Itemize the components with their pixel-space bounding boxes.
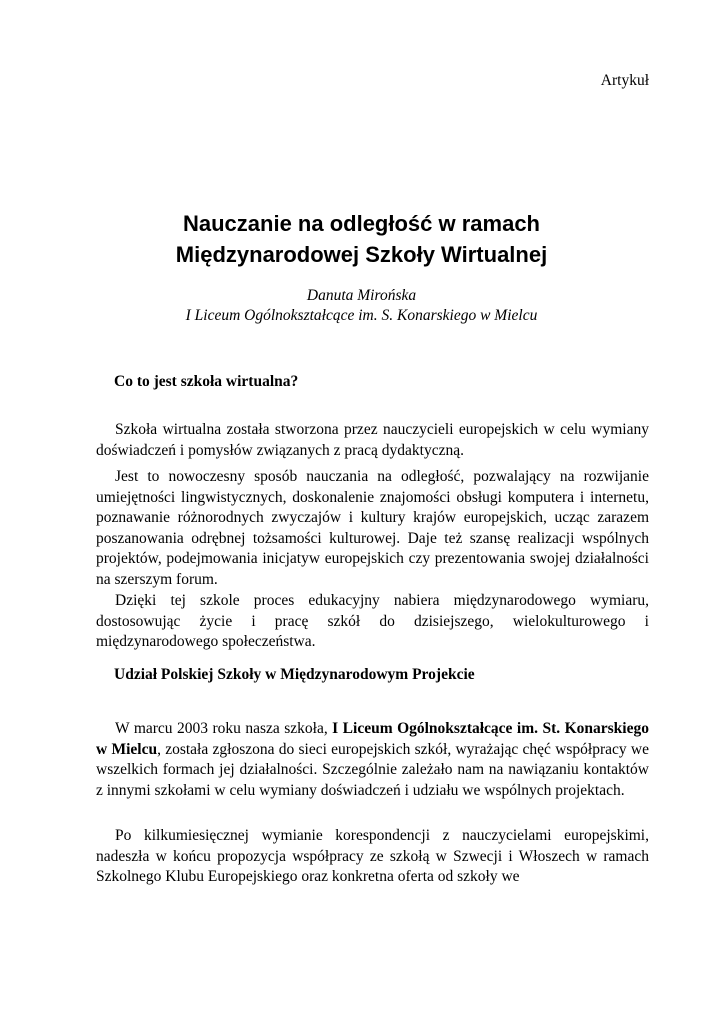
section-heading-1: Co to jest szkoła wirtualna? [114, 373, 299, 390]
paragraph-3 [96, 591, 649, 653]
paragraph-5-text: Po kilkumiesięcznej wymianie korespondencji z nauczycielami europejskimi, nadeszła w końcu propozycja współpracy ze szkołą w Szwecji i Włoszech w ramach Szkolnego Klubu Europejskiego oraz konkretna oferta od szkoły we [96, 827, 649, 885]
paragraph-2-text: Jest to nowoczesny sposób nauczania na odległość, pozwalający na rozwijanie umiejętności lingwistycznych, doskonalenie znajomości obsługi komputera i internetu, poznawanie różnorodnych zwyczajów i kultury krajów europejskich, ucząc zarazem poszanowania odrębnej tożsamości kulturowej. Daje też szansę realizacji wspólnych projektów, podejmowania inicjatyw europejskich czy prezentowania swojej działalności na szerszym forum. [96, 468, 649, 588]
paragraph-1-text: Szkoła wirtualna została stworzona przez nauczycieli europejskich w celu wymiany doświadczeń i pomysłów związanych z pracą dydaktyczną. [96, 421, 649, 459]
paragraph-4-rest: , została zgłoszona do sieci europejskich szkół, wyrażając chęć współpracy we wszelkich formach jej działalności. Szczególnie zależało nam na nawiązaniu kontaktów z innymi szkołami w celu wymiany doświadczeń i udziału we wspólnych projektach. [96, 740, 649, 799]
paragraph-2 [96, 467, 649, 590]
section-heading-2: Udział Polskiej Szkoły w Międzynarodowym Projekcie [114, 666, 475, 683]
paragraph-4-text [96, 719, 649, 801]
author-name: Danuta Mirońska [306, 287, 417, 304]
title-line-2: Międzynarodowej Szkoły Wirtualnej [175, 242, 548, 267]
author-affiliation: I Liceum Ogólnokształcące im. S. Konarskiego w Mielcu [185, 307, 538, 324]
paragraph-1 [96, 420, 649, 461]
paragraph-4 [96, 719, 649, 801]
paragraph-3-text: Dzięki tej szkole proces edukacyjny nabiera międzynarodowego wymiaru, dostosowując życie i pracę szkół do dzisiejszego, wielokulturowego i międzynarodowego społeczeństwa. [96, 592, 649, 650]
paragraph-5 [96, 826, 649, 888]
school-name-bold: I Liceum Ogólnokształcące im. St. Konarskiego w Mielcu [96, 720, 649, 758]
title-line-1: Nauczanie na odległość w ramach [182, 211, 540, 236]
article-category: Artykuł [600, 72, 649, 89]
paragraph-4-intro: W marcu 2003 roku nasza szkoła, [115, 720, 333, 737]
article-title [0, 208, 723, 270]
